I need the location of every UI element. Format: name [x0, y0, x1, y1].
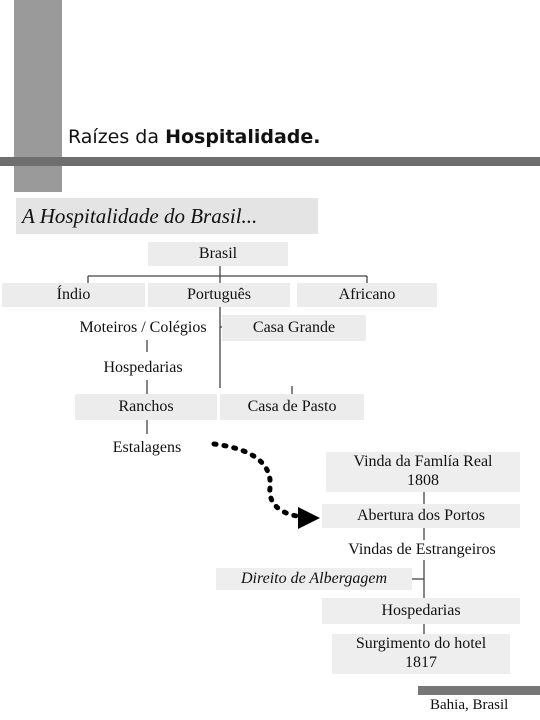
node-portugues: Português — [148, 283, 290, 307]
timeline-surgimento-hotel-year: 1817 — [405, 654, 437, 671]
timeline-familia-real — [326, 452, 520, 492]
title-bold: Hospitalidade. — [165, 126, 321, 148]
timeline-familia-real-year: 1808 — [407, 472, 439, 489]
node-hospedarias: Hospedarias — [103, 359, 183, 376]
node-moteiros-colegios: Moteiros / Colégios — [79, 319, 207, 336]
node-indio: Índio — [2, 283, 145, 307]
timeline-vindas-estrangeiros: Vindas de Estrangeiros — [348, 541, 496, 558]
timeline-direito-albergagem: Direito de Albergagem — [216, 568, 412, 590]
timeline-familia-real-title: Vinda da Famlía Real — [353, 453, 493, 470]
timeline-abertura-portos: Abertura dos Portos — [322, 504, 520, 528]
node-africano: Africano — [297, 283, 437, 307]
node-casa-de-pasto: Casa de Pasto — [220, 394, 364, 420]
subtitle: A Hospitalidade do Brasil... — [16, 198, 318, 234]
timeline-surgimento-hotel — [332, 634, 510, 674]
node-brasil: Brasil — [148, 242, 288, 266]
footer-location: Bahia, Brasil — [430, 697, 509, 713]
timeline-hospedarias: Hospedarias — [322, 598, 520, 624]
node-casa-grande: Casa Grande — [222, 315, 366, 341]
node-estalagens: Estalagens — [112, 439, 182, 456]
footer-bar — [418, 686, 540, 695]
node-ranchos: Ranchos — [75, 394, 217, 420]
title-prefix: Raízes da — [68, 126, 166, 148]
timeline-surgimento-hotel-title: Surgimento do hotel — [355, 635, 487, 652]
